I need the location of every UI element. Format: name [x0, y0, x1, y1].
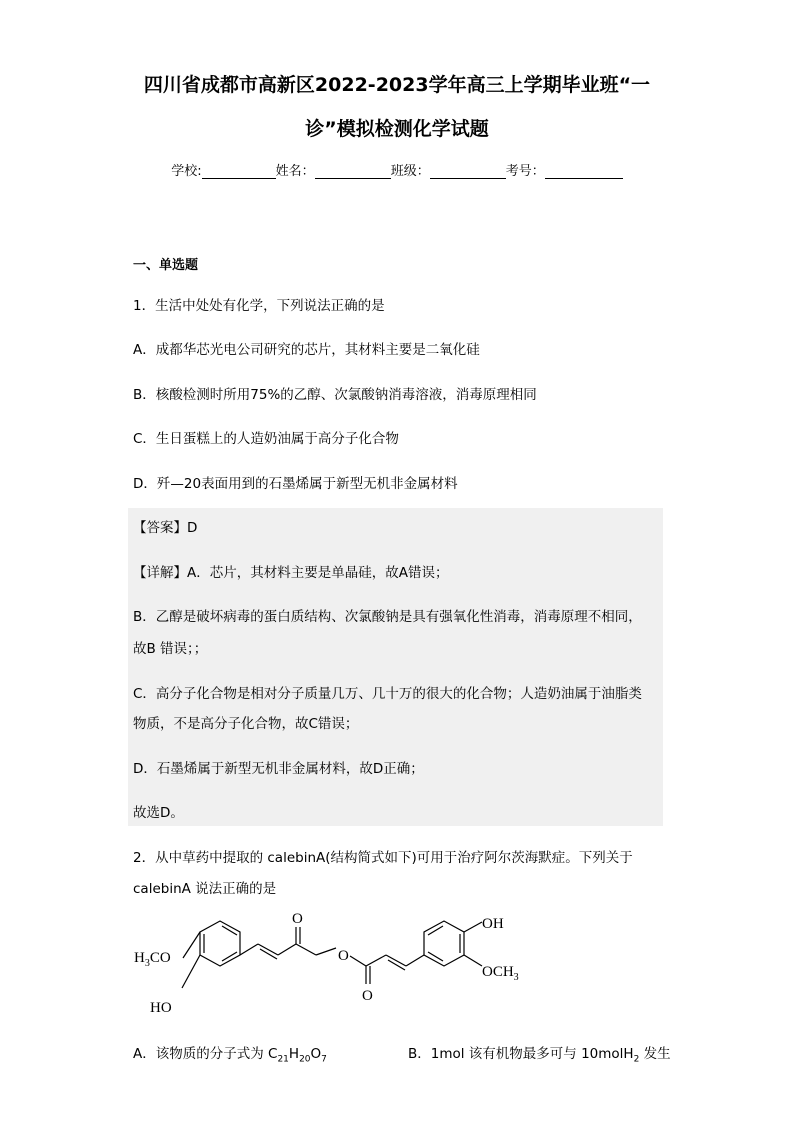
calebin-a-structure — [120, 908, 560, 1023]
q1-option-d: D．歼—20表面用到的石墨烯属于新型无机非金属材料 — [133, 476, 458, 492]
name-label: 姓名： — [275, 164, 315, 179]
left-methoxy-label: $H_3CO$ — [134, 950, 171, 969]
right-methoxy-label: $OCH_3$ — [482, 964, 519, 983]
q2-stem-line-1: 2．从中草药中提取的 calebinA(结构简式如下)可用于治疗阿尔茨海默症。下列关于 — [133, 850, 633, 866]
q1-explanation-line-4: C．高分子化合物是相对分子质量几万、几十万的很大的化合物；人造奶油属于油脂类 — [133, 686, 642, 702]
name-blank[interactable] — [315, 164, 391, 179]
q2-stem-line-2: calebinA 说法正确的是 — [133, 881, 277, 897]
ketone-oxygen-label: O — [292, 911, 303, 927]
q1-explanation-line-1: 【详解】A．芯片，其材料主要是单晶硅，故A错误； — [133, 565, 449, 581]
exam-no-blank[interactable] — [545, 164, 623, 179]
q1-explanation-line-5: 物质，不是高分子化合物，故C错误； — [133, 716, 359, 732]
title-line-1: 四川省成都市高新区2022-2023学年高三上学期毕业班“一 — [143, 74, 651, 96]
q1-option-a: A．成都华芯光电公司研究的芯片，其材料主要是二氧化硅 — [133, 342, 480, 358]
q1-stem: 1．生活中处处有化学，下列说法正确的是 — [133, 298, 385, 314]
answer-explanation-box — [128, 508, 663, 826]
q1-explanation-line-7: 故选D。 — [133, 805, 184, 821]
school-label: 学校: — [171, 164, 202, 179]
q2-option-b: B．1mol 该有机物最多可与 10molH$_2$ 发生 — [408, 1046, 671, 1065]
q1-answer: 【答案】D — [133, 520, 198, 536]
exam-no-label: 考号： — [505, 164, 545, 179]
q1-option-c: C．生日蛋糕上的人造奶油属于高分子化合物 — [133, 431, 399, 447]
q1-option-b: B．核酸检测时所用75%的乙醇、次氯酸钠消毒溶液，消毒原理相同 — [133, 387, 537, 403]
right-benzene-ring — [424, 921, 464, 966]
left-hydroxy-label: HO — [150, 1000, 172, 1016]
q1-explanation-line-3: 故B 错误；； — [133, 641, 208, 657]
q1-explanation-line-2: B．乙醇是破坏病毒的蛋白质结构、次氯酸钠是具有强氧化性消毒，消毒原理不相同， — [133, 609, 642, 625]
school-blank[interactable] — [202, 164, 276, 179]
title-line-2: 诊”模拟检测化学试题 — [305, 118, 489, 140]
ester-carbonyl-oxygen-label: O — [362, 988, 373, 1004]
q2-option-a: A．该物质的分子式为 $C_{21}H_{20}O_7$ — [133, 1046, 327, 1065]
student-info-row — [0, 160, 794, 179]
ester-oxygen-label: O — [338, 948, 349, 964]
class-label: 班级： — [390, 164, 430, 179]
q1-explanation-line-6: D．石墨烯属于新型无机非金属材料，故D正确； — [133, 761, 424, 777]
left-benzene-ring — [200, 921, 240, 966]
section-heading: 一、单选题 — [133, 258, 199, 273]
class-blank[interactable] — [430, 164, 506, 179]
right-hydroxy-label: OH — [482, 916, 504, 932]
